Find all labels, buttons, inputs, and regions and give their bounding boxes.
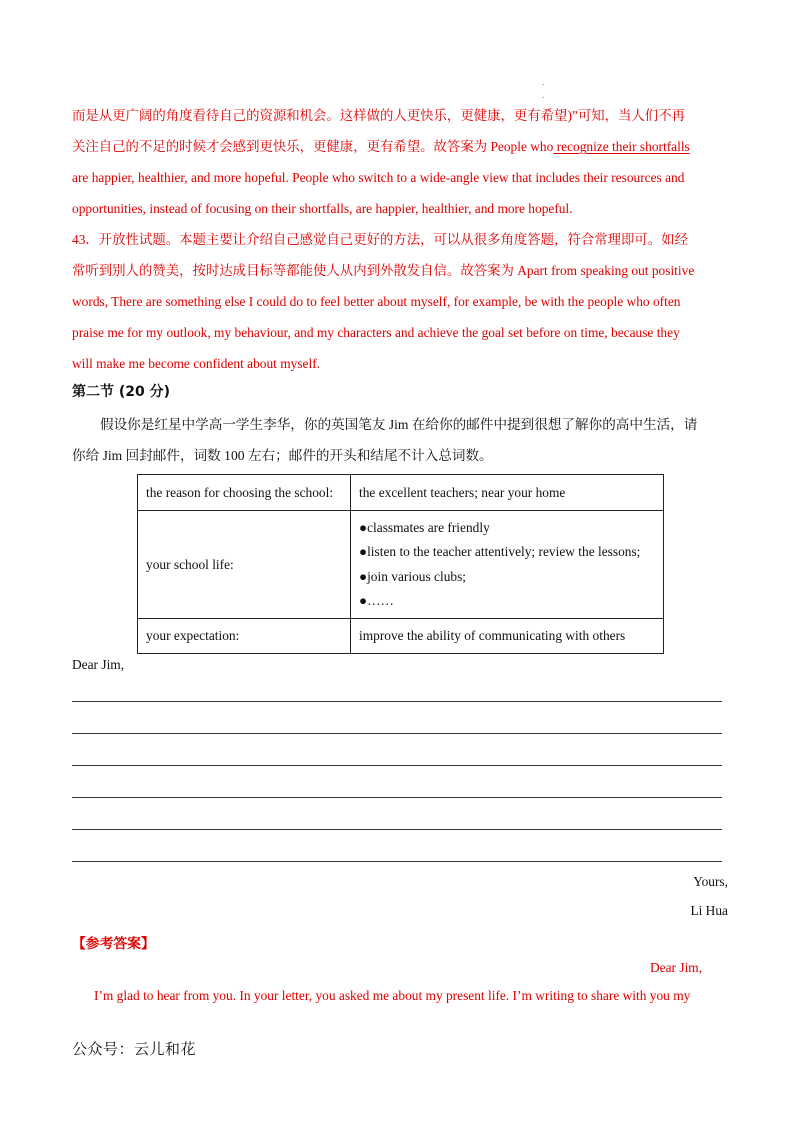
table-value: improve the ability of communicating with others xyxy=(351,619,664,654)
writing-line xyxy=(72,829,722,830)
reference-first-line: I’m glad to hear from you. In your letter, you asked me about my present life. I’m writing to share with you my xyxy=(94,988,691,1003)
answer-42-line: are happier, healthier, and more hopeful. People who switch to a wide-angle view that includes their resources and xyxy=(72,170,685,185)
letter-greeting: Dear Jim, xyxy=(72,657,125,672)
table-label: your expectation: xyxy=(138,619,351,654)
letter-signature: Li Hua xyxy=(690,903,728,918)
table-row xyxy=(138,475,664,511)
writing-line xyxy=(72,701,722,702)
answer-43-line: 43．开放性试题。本题主要让介绍自己感觉自己更好的方法，可以从很多角度答题，符合常理即可。如经 xyxy=(72,232,688,247)
writing-line xyxy=(72,765,722,766)
answer-43-line: will make me become confident about myself. xyxy=(72,356,321,371)
letter-closing: Yours, xyxy=(693,874,728,889)
list-item: ●classmates are friendly xyxy=(359,519,490,535)
writing-line xyxy=(72,733,722,734)
answer-43-line: words, There are something else I could do to feel better about myself, for example, be with the people who often xyxy=(72,294,681,309)
prompt-line: 你给 Jim 回封邮件，词数 100 左右；邮件的开头和结尾不计入总词数。 xyxy=(72,448,493,463)
answer-42-underlined: recognize their shortfalls xyxy=(553,139,690,154)
section-heading xyxy=(72,381,170,401)
table-label: your school life: xyxy=(138,511,351,619)
list-item: ●listen to the teacher attentively; review the lessons; xyxy=(359,544,641,559)
answer-42-line: opportunities, instead of focusing on their shortfalls, are happier, healthier, and more hopeful. xyxy=(72,201,573,216)
top-mark: . xyxy=(542,77,545,87)
table-row xyxy=(138,511,664,619)
section-title: 第二节 xyxy=(72,384,114,400)
writing-line xyxy=(72,861,722,862)
reference-greeting: Dear Jim, xyxy=(650,960,703,975)
answer-42-line xyxy=(72,131,732,162)
writing-line xyxy=(72,797,722,798)
answer-43-explanation xyxy=(72,224,732,379)
footer-text: 公众号：云儿和花 xyxy=(72,1040,197,1058)
reference-answer-heading: 【参考答案】 xyxy=(72,936,155,952)
answer-42-explanation xyxy=(72,100,732,224)
list-item: ●join various clubs; xyxy=(359,568,467,584)
answer-43-line: 常听到别人的赞美，按时达成目标等都能使人从内到外散发自信。故答案为 Apart from speaking out positive xyxy=(72,263,695,278)
writing-prompt xyxy=(72,409,732,471)
table-row xyxy=(138,619,664,654)
list-item: ●…… xyxy=(359,593,394,608)
table-value: the excellent teachers; near your home xyxy=(351,475,664,511)
prompt-line: 假设你是红星中学高一学生李华，你的英国笔友 Jim 在给你的邮件中提到很想了解你的高中生活，请 xyxy=(100,417,698,432)
answer-42-line: 而是从更广阔的角度看待自己的资源和机会。这样做的人更快乐，更健康，更有希望)”可知，当人们不再 xyxy=(72,108,685,123)
answer-42-text: 关注自己的不足的时候才会感到更快乐，更健康，更有希望。故答案为 People who xyxy=(72,139,554,154)
top-marks xyxy=(542,76,544,102)
info-table xyxy=(137,474,664,654)
top-mark: . xyxy=(542,90,545,100)
section-score: (20 分) xyxy=(118,384,171,400)
table-value-list xyxy=(351,511,664,619)
table-label: the reason for choosing the school: xyxy=(138,475,351,511)
answer-43-line: praise me for my outlook, my behaviour, and my characters and achieve the goal set before on time, because they xyxy=(72,325,680,340)
